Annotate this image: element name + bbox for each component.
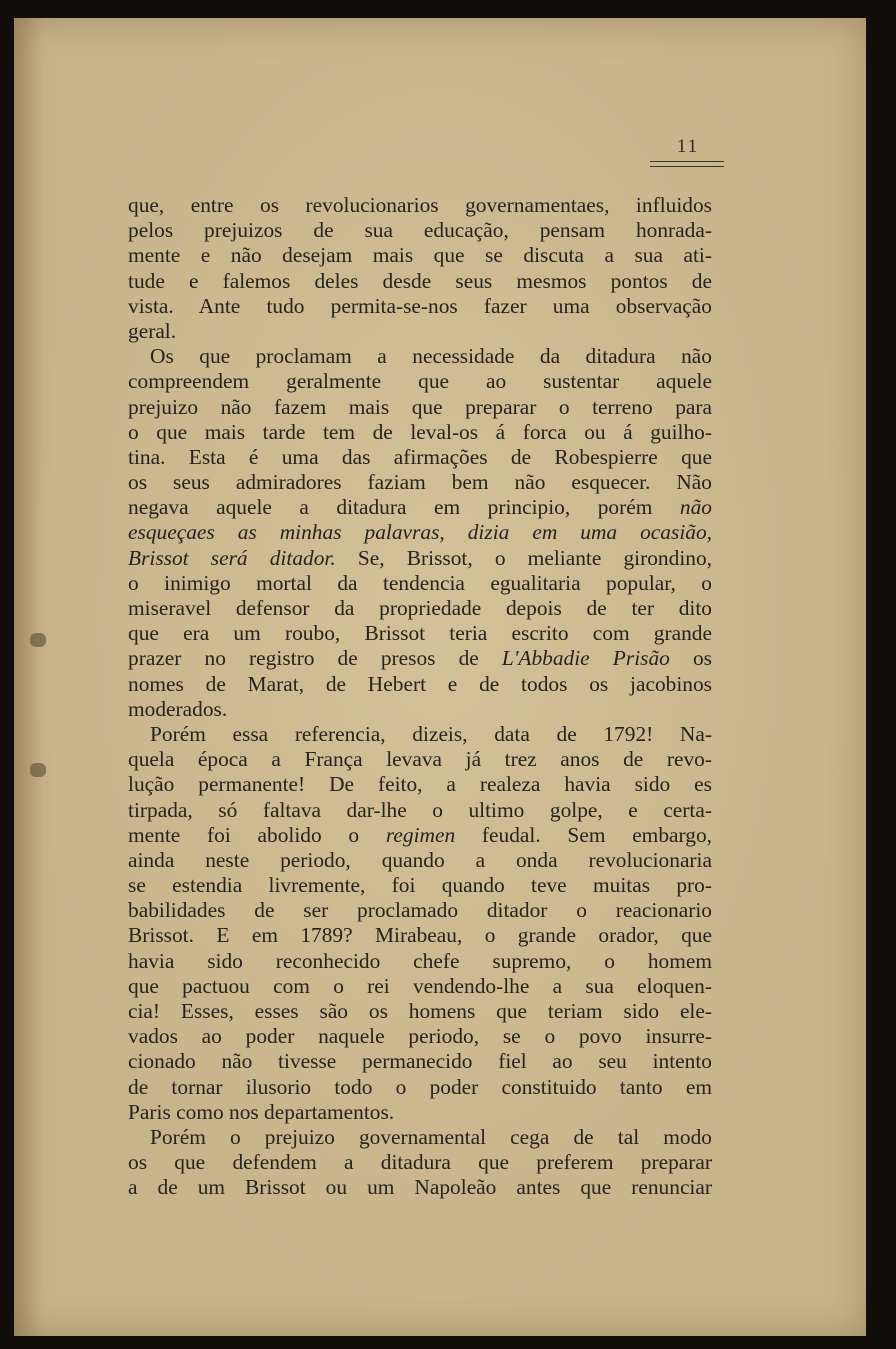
body-text xyxy=(128,193,712,1201)
text-line: Brissot. E em 1789? Mirabeau, o grande orador, que xyxy=(128,923,712,948)
text-line xyxy=(128,520,712,545)
text-run: negava aquele a ditadura em principio, porém xyxy=(128,495,680,520)
text-line: tirpada, só faltava dar-lhe o ultimo golpe, e certa- xyxy=(128,797,712,822)
text-line: quela época a França levava já trez anos de revo- xyxy=(128,747,712,772)
text-line: os seus admiradores faziam bem não esquecer. Não xyxy=(128,470,712,495)
text-line: a de um Brissot ou um Napoleão antes que renunciar xyxy=(128,1175,712,1200)
text-line: que era um roubo, Brissot teria escrito com grande xyxy=(128,621,712,646)
text-line: moderados. xyxy=(128,696,228,721)
text-line: Paris como nos departamentos. xyxy=(128,1099,395,1124)
text-line: o que mais tarde tem de leval-os á forca ou á guilho- xyxy=(128,419,712,444)
header-double-rule xyxy=(650,161,724,167)
italic-run: Brissot será ditador. xyxy=(128,545,336,570)
text-line xyxy=(128,495,712,520)
text-run: Se, Brissot, o meliante girondino, xyxy=(335,545,712,570)
text-line xyxy=(128,823,712,848)
text-run: mente foi abolido o xyxy=(128,822,386,847)
text-line: geral. xyxy=(128,318,177,343)
text-line: Porém o prejuizo governamental cega de tal modo xyxy=(150,1124,712,1149)
text-line: ainda neste periodo, quando a onda revolucionaria xyxy=(128,847,712,872)
text-line: tude e falemos deles desde seus mesmos pontos de xyxy=(128,268,712,293)
text-line: tina. Esta é uma das afirmações de Robespierre que xyxy=(128,444,712,469)
text-line xyxy=(128,646,712,671)
text-line: compreendem geralmente que ao sustentar aquele xyxy=(128,369,712,394)
binding-stain xyxy=(30,763,46,777)
text-line: cionado não tivesse permanecido fiel ao seu intento xyxy=(128,1049,712,1074)
italic-run: regimen xyxy=(385,822,456,847)
italic-run: L'Abbadie Prisão xyxy=(501,646,670,671)
text-run: feudal. Sem embargo, xyxy=(455,822,712,847)
text-line xyxy=(128,546,712,571)
text-line: miseravel defensor da propriedade depois de ter dito xyxy=(128,596,712,620)
text-line: babilidades de ser proclamado ditador o reacionario xyxy=(128,898,712,923)
text-line: nomes de Marat, de Hebert e de todos os jacobinos xyxy=(128,671,712,696)
text-line: havia sido reconhecido chefe supremo, o homem xyxy=(128,948,712,973)
page-number: 11 xyxy=(676,136,700,157)
text-run: prazer no registro de presos de xyxy=(128,646,502,671)
text-line: o inimigo mortal da tendencia egualitaria popular, o xyxy=(128,570,712,595)
text-line: se estendia livremente, foi quando teve muitas pro- xyxy=(128,873,712,898)
text-line: Os que proclamam a necessidade da ditadura não xyxy=(150,344,712,369)
text-line: prejuizo não fazem mais que preparar o terreno para xyxy=(128,394,712,419)
italic-run: não xyxy=(679,495,712,520)
text-line: pelos prejuizos de sua educação, pensam honrada- xyxy=(128,218,712,243)
binding-stain xyxy=(30,633,46,647)
text-line: os que defendem a ditadura que preferem preparar xyxy=(128,1150,712,1175)
text-line: que pactuou com o rei vendendo-lhe a sua eloquen- xyxy=(128,973,712,998)
text-line: cia! Esses, esses são os homens que teriam sido ele- xyxy=(128,999,712,1023)
italic-run: esqueçaes as minhas palavras, dizia em uma ocasião, xyxy=(128,520,712,545)
text-line: mente e não desejam mais que se discuta a sua ati- xyxy=(128,243,712,268)
text-line: vados ao poder naquele periodo, se o povo insurre- xyxy=(128,1024,712,1049)
text-run: os xyxy=(669,646,713,671)
text-line: vista. Ante tudo permita-se-nos fazer uma observação xyxy=(128,293,712,318)
text-line: que, entre os revolucionarios governamentaes, influidos xyxy=(128,193,712,217)
text-line: lução permanente! De feito, a realeza havia sido es xyxy=(128,772,712,797)
text-line: Porém essa referencia, dizeis, data de 1792! Na- xyxy=(150,721,712,746)
text-line: de tornar ilusorio todo o poder constituido tanto em xyxy=(128,1074,712,1099)
